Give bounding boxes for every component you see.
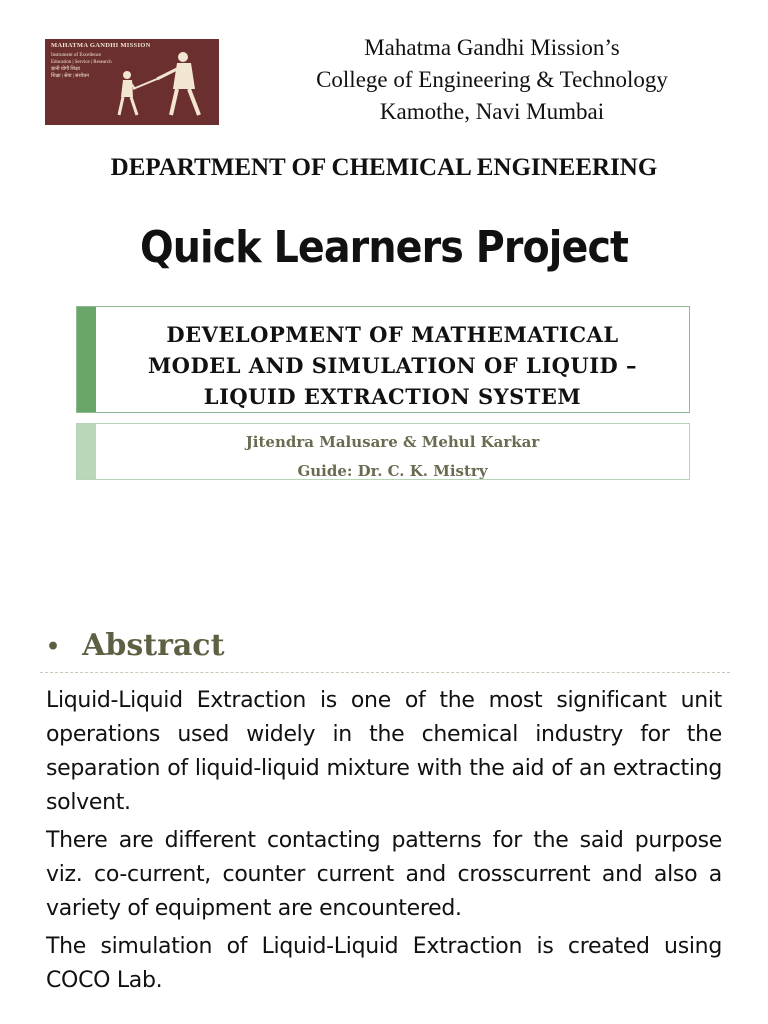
logo-tagline: ज्ञानी योगी शिक्षा — [51, 67, 80, 72]
abstract-heading — [46, 628, 224, 663]
authors-accent-bar — [77, 424, 96, 479]
college-line-2: College of Engineering & Technology — [316, 67, 668, 92]
abstract-paragraph: Liquid-Liquid Extraction is one of the most significant unit operations used widely in the chemical industry for the separation of liquid-liquid mixture with the aid of an extracting solvent. — [46, 688, 722, 815]
logo-taglines — [51, 52, 112, 80]
topic-box — [76, 306, 690, 413]
topic-line-2: MODEL AND SIMULATION OF LIQUID – — [147, 353, 638, 378]
logo-tagline: Instrument of Excellence — [51, 53, 102, 58]
topic-accent-bar — [77, 307, 96, 412]
abstract-body — [46, 684, 722, 1002]
logo-tagline: शिक्षा | सेवा | संशोधन — [51, 74, 89, 79]
logo-org-name: MAHATMA GANDHI MISSION — [51, 42, 151, 49]
logo-tagline: Education | Service | Research — [51, 60, 112, 65]
topic-title — [96, 319, 689, 412]
gandhi-child-figure-icon — [105, 45, 215, 125]
abstract-heading-text: Abstract — [82, 628, 225, 663]
guide-name: Guide: Dr. C. K. Mistry — [297, 462, 488, 480]
abstract-paragraph: The simulation of Liquid-Liquid Extraction is created using COCO Lab. — [46, 934, 722, 993]
authors-info — [96, 428, 689, 486]
abstract-paragraph: There are different contacting patterns for the said purpose viz. co-current, counter current and crosscurrent and also a variety of equipment are encountered. — [46, 828, 722, 921]
abstract-divider — [40, 672, 730, 673]
department-heading: DEPARTMENT OF CHEMICAL ENGINEERING — [110, 154, 658, 181]
authors-box — [76, 423, 690, 480]
topic-line-1: DEVELOPMENT OF MATHEMATICAL — [166, 322, 619, 347]
topic-line-3: LIQUID EXTRACTION SYSTEM — [203, 384, 582, 409]
project-title: Quick Learners Project — [139, 222, 629, 273]
bullet-icon: • — [46, 634, 61, 660]
college-name-block — [230, 32, 754, 128]
college-line-1: Mahatma Gandhi Mission’s — [364, 35, 620, 60]
institution-logo — [45, 39, 219, 125]
authors-names: Jitendra Malusare & Mehul Karkar — [245, 433, 540, 451]
college-line-3: Kamothe, Navi Mumbai — [379, 99, 605, 124]
